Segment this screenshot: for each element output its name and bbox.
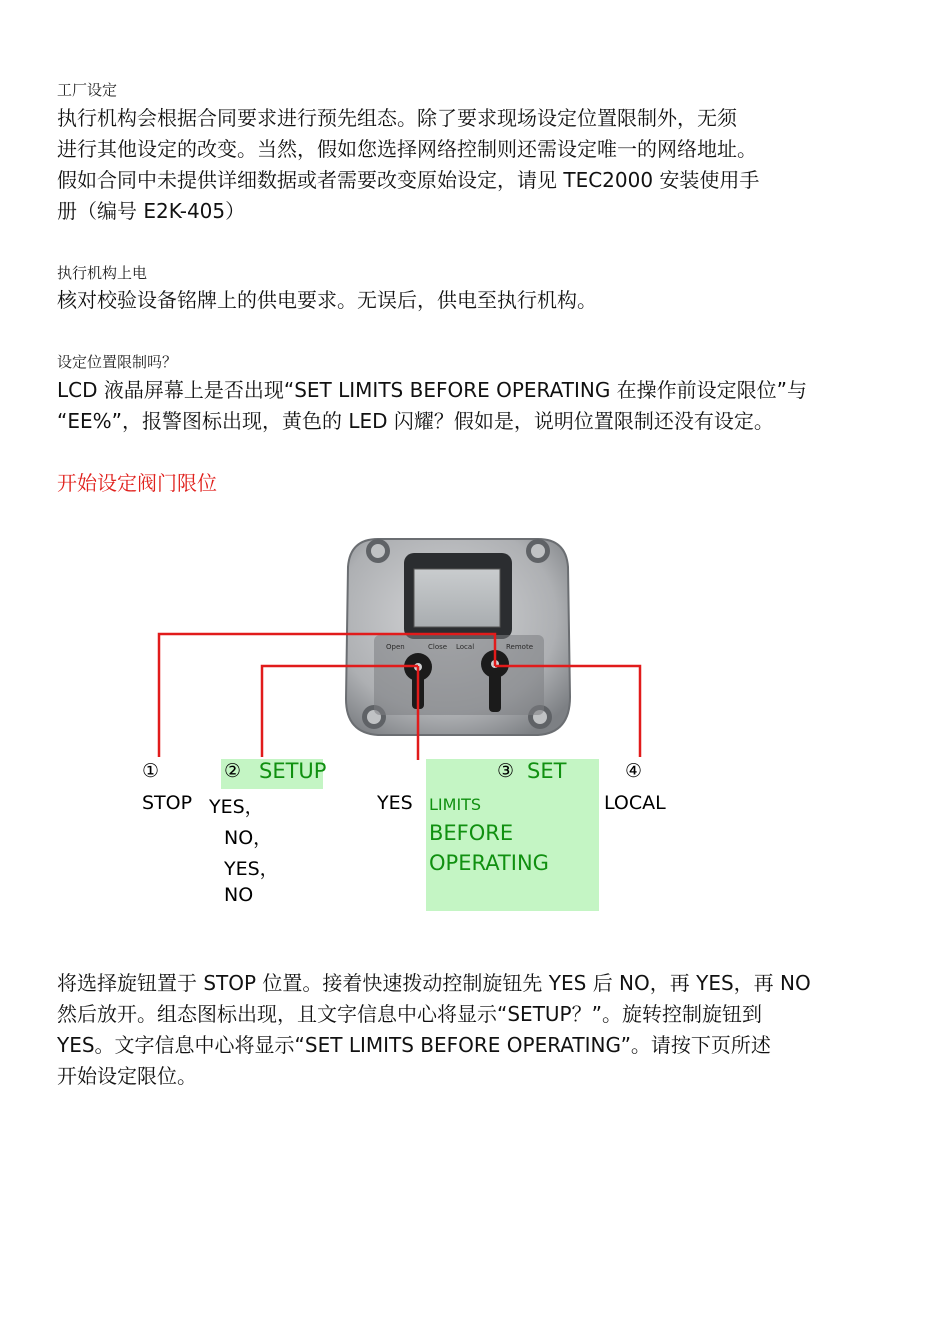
callout-2-no: NO	[224, 884, 254, 906]
text-line: 然后放开。组态图标出现，且文字信息中心将显示“SETUP？”。旋转控制旋钮到	[57, 1002, 762, 1026]
callout-3-number: ③	[497, 760, 515, 782]
section-heading-power: 执行机构上电	[57, 264, 148, 282]
callout-3-limits: LIMITS	[429, 795, 482, 814]
panel-label-open: Open	[386, 643, 405, 651]
panel-label-close: Close	[428, 643, 448, 651]
callout-4-number: ④	[625, 760, 643, 782]
callout-2-yes: YES，	[224, 858, 279, 880]
text-line: “EE%”，报警图标出现，黄色的 LED 闪耀？假如是，说明位置限制还没有设定。	[57, 409, 774, 433]
panel-label-remote: Remote	[506, 643, 534, 651]
text-line: YES。文字信息中心将显示“SET LIMITS BEFORE OPERATING”。请按下页所述	[57, 1033, 771, 1057]
text-line: 核对校验设备铭牌上的供电要求。无误后，供电至执行机构。	[57, 288, 597, 312]
red-heading: 开始设定阀门限位	[57, 471, 217, 495]
text-line: 假如合同中未提供详细数据或者需要改变原始设定，请见 TEC2000 安装使用手	[57, 168, 760, 192]
section-heading-limits: 设定位置限制吗？	[57, 353, 178, 371]
callout-3-before: BEFORE	[429, 821, 514, 845]
text-line: 进行其他设定的改变。当然，假如您选择网络控制则还需设定唯一的网络地址。	[57, 137, 757, 161]
callout-2-setup: SETUP	[259, 759, 327, 783]
callout-2-number: ②	[224, 760, 242, 782]
panel-label-local: Local	[456, 643, 475, 651]
callout-1-stop: STOP	[142, 792, 193, 814]
callout-3-yes: YES	[377, 792, 413, 814]
callout-4-local: LOCAL	[604, 792, 666, 814]
callout-2-yes: YES，	[209, 796, 264, 818]
text-line: 将选择旋钮置于 STOP 位置。接着快速拨动控制旋钮先 YES 后 NO，再 YES，再 NO	[57, 971, 811, 995]
section-heading-factory: 工厂设定	[57, 81, 118, 99]
callout-1-number: ①	[142, 760, 160, 782]
callout-3-set: SET	[527, 759, 567, 783]
callout-3-operating: OPERATING	[429, 851, 549, 875]
text-line: LCD 液晶屏幕上是否出现“SET LIMITS BEFORE OPERATING 在操作前设定限位”与	[57, 378, 808, 402]
text-line: 开始设定限位。	[57, 1064, 197, 1088]
paragraph-instructions	[57, 968, 811, 1092]
text-line: 执行机构会根据合同要求进行预先组态。除了要求现场设定位置限制外，无须	[57, 106, 737, 130]
callout-2-no: NO，	[224, 827, 273, 849]
text-line: 册（编号 E2K-405）	[57, 199, 246, 223]
